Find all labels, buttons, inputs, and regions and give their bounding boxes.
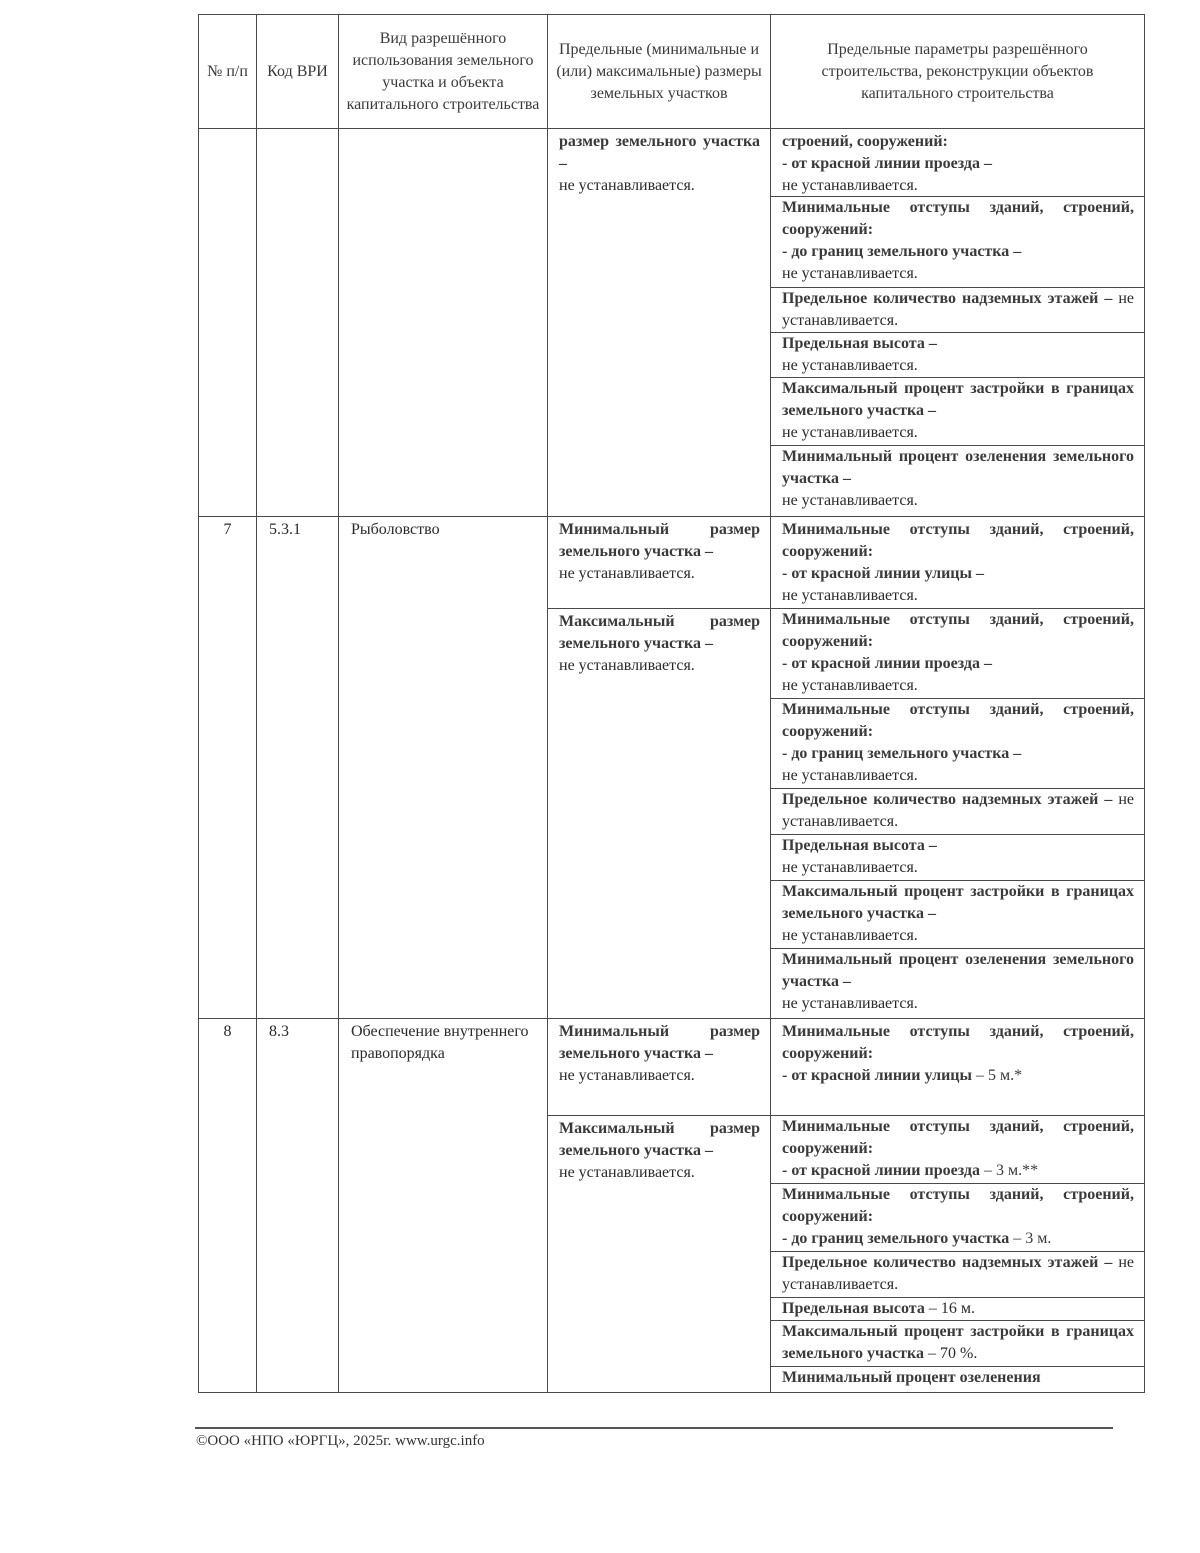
param-bold: Минимальный процент озеленения земельного участка – <box>782 448 1134 487</box>
param-tail: не устанавливается. <box>782 927 918 944</box>
limit-bold: Минимальный размер земельного участка – <box>559 521 760 560</box>
param-entry <box>771 834 1144 880</box>
param-line <box>782 1065 1134 1087</box>
param-value: – 16 м. <box>924 1300 975 1317</box>
param-line-text: - до границ земельного участка <box>782 1230 1010 1247</box>
param-entry <box>771 1366 1144 1392</box>
param-entry <box>771 377 1144 445</box>
param-bold: Минимальные отступы зданий, строений, сооружений: <box>782 701 1134 740</box>
param-bold: Предельное количество надземных этажей – <box>782 1254 1113 1271</box>
param-value: – 5 м.* <box>972 1067 1023 1084</box>
param-tail: не устанавливается. <box>782 677 918 694</box>
param-entry <box>771 1251 1144 1297</box>
param-entry <box>771 948 1144 1018</box>
param-bold: Минимальный процент озеленения <box>782 1369 1041 1386</box>
param-bold: Предельное количество надземных этажей – <box>782 290 1113 307</box>
row-code: 8.3 <box>257 1019 339 1393</box>
row-num: 7 <box>199 517 257 1019</box>
param-bold: Предельная высота <box>782 1300 925 1317</box>
param-line-text: - до границ земельного участка – <box>782 745 1022 762</box>
params-cell <box>771 129 1145 517</box>
limit-bold: Минимальный размер земельного участка – <box>559 1023 760 1062</box>
param-bold: строений, сооружений: <box>782 133 948 150</box>
params-cell <box>771 1019 1145 1393</box>
param-entry <box>771 287 1144 332</box>
limit-entry <box>548 1019 770 1115</box>
param-entry <box>771 788 1144 834</box>
param-line <box>782 743 1134 765</box>
table-row <box>199 1019 1145 1393</box>
limit-normal: не устанавливается. <box>559 1067 695 1084</box>
footer-copyright: ©ООО «НПО «ЮРГЦ», 2025г. www.urgc.info <box>196 1433 485 1449</box>
param-entry <box>771 445 1144 513</box>
param-bold: Максимальный процент застройки в границах земельного участка – <box>782 883 1134 922</box>
param-normal: не устанавливается. <box>782 1254 1134 1293</box>
param-line <box>782 653 1134 675</box>
header-code: Код ВРИ <box>257 15 339 129</box>
limit-entry <box>548 517 770 608</box>
header-use: Вид разрешённого использования земельного участка и объекта капитального строительства <box>339 15 548 129</box>
limits-cell <box>548 517 771 1019</box>
param-entry <box>771 1115 1144 1183</box>
param-tail: не устанавливается. <box>782 424 918 441</box>
table-header-row <box>199 15 1145 129</box>
param-tail: не устанавливается. <box>782 177 918 194</box>
param-tail: не устанавливается. <box>782 492 918 509</box>
param-bold: Минимальные отступы зданий, строений, сооружений: <box>782 199 1134 238</box>
limit-bold: Максимальный размер земельного участка – <box>559 1120 760 1159</box>
limit-entry <box>548 608 770 1018</box>
param-bold: Минимальные отступы зданий, строений, сооружений: <box>782 611 1134 650</box>
param-entry <box>771 129 1144 196</box>
param-value: – 3 м.** <box>979 1162 1039 1179</box>
param-entry <box>771 1019 1144 1115</box>
row-code: 5.3.1 <box>257 517 339 1019</box>
param-tail: не устанавливается. <box>782 357 918 374</box>
zoning-table <box>198 14 1145 1393</box>
param-tail: не устанавливается. <box>782 995 918 1012</box>
param-bold: Минимальные отступы зданий, строений, сооружений: <box>782 1186 1134 1225</box>
param-entry <box>771 196 1144 287</box>
param-line-text: - от красной линии проезда – <box>782 155 992 172</box>
param-entry <box>771 1320 1144 1366</box>
param-bold: Минимальные отступы зданий, строений, сооружений: <box>782 521 1134 560</box>
row-num: 8 <box>199 1019 257 1393</box>
param-line-text: - от красной линии улицы – <box>782 565 984 582</box>
param-bold: Минимальные отступы зданий, строений, сооружений: <box>782 1023 1134 1062</box>
row-use-name: Рыболовство <box>339 517 548 1019</box>
param-line <box>782 1160 1134 1182</box>
param-value: – 70 %. <box>924 1345 978 1362</box>
table-row <box>199 517 1145 1019</box>
param-entry <box>771 332 1144 377</box>
param-entry <box>771 1183 1144 1251</box>
param-line-text: - от красной линии улицы <box>782 1067 972 1084</box>
limit-entry: размер земельного участка – не устанавливается. <box>559 133 760 194</box>
table-row-continued <box>199 129 1145 517</box>
param-bold: Максимальный процент застройки в границах земельного участка – <box>782 380 1134 419</box>
param-bold: Предельная высота – <box>782 335 937 352</box>
param-line-text: - от красной линии проезда – <box>782 655 992 672</box>
param-line <box>782 153 1134 175</box>
row-use-name: Обеспечение внутреннего правопорядка <box>339 1019 548 1393</box>
param-line-text: - до границ земельного участка – <box>782 243 1022 260</box>
limit-normal: не устанавливается. <box>559 657 695 674</box>
param-value: – 3 м. <box>1009 1230 1052 1247</box>
param-bold: Максимальный процент застройки в границах земельного участка <box>782 1323 1134 1362</box>
param-line-text: - от красной линии проезда <box>782 1162 980 1179</box>
header-limits: Предельные (минимальные и (или) максимальные) размеры земельных участков <box>548 15 771 129</box>
param-tail: не устанавливается. <box>782 587 918 604</box>
limits-cell <box>548 1019 771 1393</box>
param-tail: не устанавливается. <box>782 767 918 784</box>
header-params: Предельные параметры разрешённого строительства, реконструкции объектов капитального строительства <box>771 15 1145 129</box>
param-bold: Предельная высота – <box>782 837 937 854</box>
limits-cell <box>548 129 771 517</box>
param-entry <box>771 1297 1144 1320</box>
param-tail: не устанавливается. <box>782 265 918 282</box>
param-tail: не устанавливается. <box>782 859 918 876</box>
param-bold: Минимальные отступы зданий, строений, сооружений: <box>782 1118 1134 1157</box>
limit-entry <box>548 1115 770 1392</box>
param-entry <box>771 698 1144 788</box>
param-entry <box>771 880 1144 948</box>
param-normal: не устанавливается. <box>782 290 1134 329</box>
limit-normal: не устанавливается. <box>559 1164 695 1181</box>
param-line <box>782 563 1134 585</box>
param-bold: Минимальный процент озеленения земельного участка – <box>782 951 1134 990</box>
param-line <box>782 241 1134 263</box>
param-normal: не устанавливается. <box>782 791 1134 830</box>
limit-bold: Максимальный размер земельного участка – <box>559 613 760 652</box>
footer-divider <box>195 1427 1113 1429</box>
params-cell <box>771 517 1145 1019</box>
param-entry <box>771 608 1144 698</box>
param-line <box>782 1228 1134 1250</box>
param-entry <box>771 517 1144 608</box>
limit-normal: не устанавливается. <box>559 565 695 582</box>
param-bold: Предельное количество надземных этажей – <box>782 791 1113 808</box>
header-num: № п/п <box>199 15 257 129</box>
